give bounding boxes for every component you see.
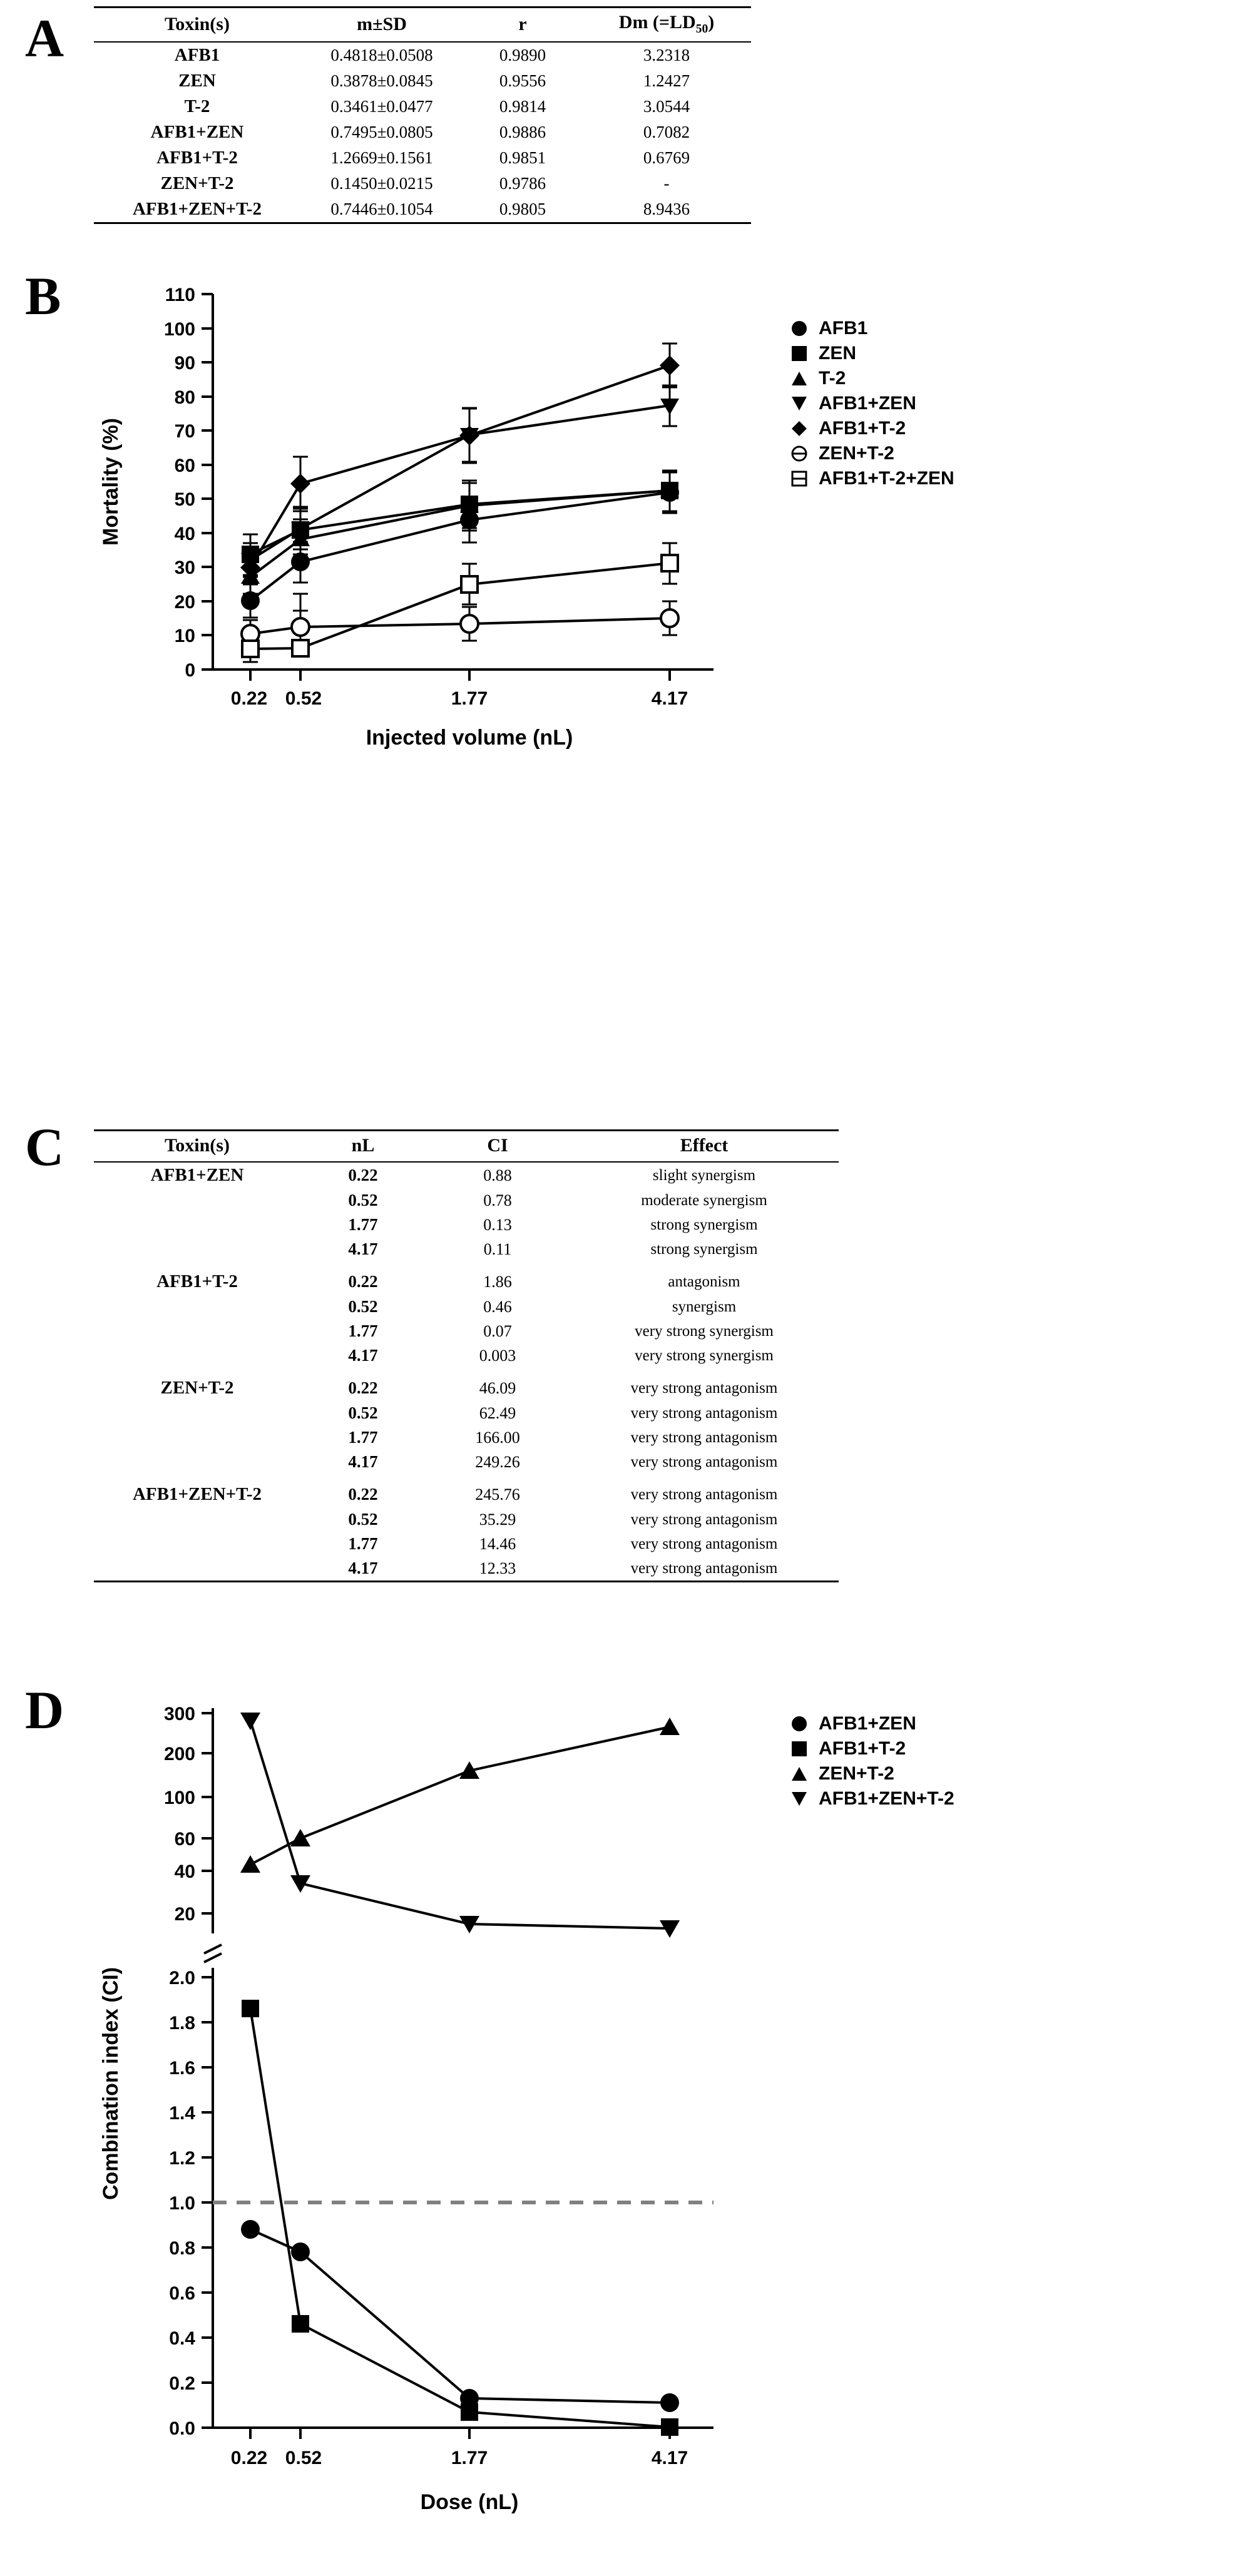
cell-nl: 4.17 bbox=[348, 1346, 378, 1365]
cell-r: 0.9805 bbox=[463, 196, 582, 223]
cell-toxin: AFB1 bbox=[174, 45, 220, 65]
series-markers-zen-t2 bbox=[240, 1718, 680, 1873]
svg-text:Mortality (%): Mortality (%) bbox=[99, 418, 123, 546]
cell-r: 0.9886 bbox=[499, 123, 546, 141]
svg-text:0.52: 0.52 bbox=[285, 2448, 322, 2468]
svg-text:110: 110 bbox=[165, 285, 195, 305]
series-line-afb1-zen bbox=[250, 2229, 670, 2403]
legend-label: AFB1+ZEN bbox=[819, 1713, 916, 1734]
table-row bbox=[94, 68, 751, 94]
cell-dm: 0.7082 bbox=[643, 123, 690, 141]
cell-r: 0.9814 bbox=[499, 97, 546, 116]
series-markers-afb1-t2 bbox=[242, 2000, 678, 2436]
cell-r: 0.9786 bbox=[499, 174, 546, 193]
cell-ci: 0.11 bbox=[483, 1240, 512, 1258]
legend-item bbox=[789, 441, 1177, 466]
table-row bbox=[94, 196, 751, 223]
svg-text:1.77: 1.77 bbox=[451, 2448, 488, 2468]
cell-ci: 62.49 bbox=[479, 1403, 516, 1422]
cell-nl: 1.77 bbox=[348, 1321, 378, 1340]
legend-item bbox=[789, 1711, 1177, 1736]
chart-panel-d bbox=[69, 1683, 745, 2547]
legend-item bbox=[789, 391, 1177, 416]
svg-text:0.8: 0.8 bbox=[169, 2238, 195, 2259]
svg-text:90: 90 bbox=[174, 353, 195, 374]
legend-item bbox=[789, 366, 1177, 391]
cell-nl: 4.17 bbox=[348, 1452, 378, 1471]
cell-ci: 245.76 bbox=[475, 1485, 520, 1504]
legend-item bbox=[789, 1736, 1177, 1761]
cell-toxin: AFB1+T-2 bbox=[156, 148, 238, 168]
table-row bbox=[94, 1319, 839, 1343]
legend-label: AFB1+T-2 bbox=[819, 418, 906, 439]
cell-effect: very strong antagonism bbox=[570, 1556, 839, 1582]
svg-text:20: 20 bbox=[174, 1904, 195, 1925]
cell-r: 0.9851 bbox=[499, 148, 546, 167]
table-panel-c bbox=[94, 1129, 839, 1582]
table-row bbox=[94, 1261, 839, 1295]
cell-msd: 0.1450±0.0215 bbox=[330, 174, 433, 193]
legend-panel-b bbox=[789, 316, 1177, 491]
legend-panel-d bbox=[789, 1711, 1177, 1811]
cell-effect: very strong antagonism bbox=[630, 1379, 778, 1397]
svg-text:1.2: 1.2 bbox=[169, 2148, 195, 2169]
filled-diamond-icon bbox=[789, 418, 810, 439]
cell-dm: 8.9436 bbox=[582, 196, 751, 223]
cell-nl: 0.22 bbox=[348, 1485, 378, 1504]
cell-effect: very strong antagonism bbox=[630, 1453, 778, 1470]
svg-text:1.77: 1.77 bbox=[451, 688, 488, 709]
cell-toxin: ZEN+T-2 bbox=[160, 1378, 234, 1398]
table-panel-a bbox=[94, 6, 751, 224]
svg-text:20: 20 bbox=[174, 592, 195, 613]
cell-toxin: T-2 bbox=[184, 96, 210, 116]
cell-nl: 4.17 bbox=[348, 1240, 378, 1258]
svg-text:40: 40 bbox=[174, 524, 195, 544]
cell-ci: 1.86 bbox=[483, 1272, 512, 1291]
svg-text:50: 50 bbox=[174, 489, 195, 510]
cell-ci: 46.09 bbox=[479, 1378, 516, 1397]
cell-toxin: ZEN+T-2 bbox=[160, 173, 234, 193]
cell-ci: 0.46 bbox=[483, 1297, 512, 1316]
table-row bbox=[94, 120, 751, 145]
svg-text:4.17: 4.17 bbox=[651, 688, 688, 709]
cell-nl: 0.22 bbox=[348, 1166, 378, 1184]
cell-ci: 0.88 bbox=[483, 1166, 512, 1184]
svg-text:40: 40 bbox=[174, 1861, 195, 1882]
filled-circle-icon bbox=[789, 318, 810, 339]
cell-ci: 0.78 bbox=[483, 1191, 512, 1209]
table-row bbox=[94, 1507, 839, 1532]
svg-text:1.0: 1.0 bbox=[169, 2193, 195, 2214]
legend-label: AFB1+T-2+ZEN bbox=[819, 468, 954, 489]
cell-nl: 0.52 bbox=[348, 1403, 378, 1422]
cell-nl: 4.17 bbox=[300, 1556, 426, 1582]
svg-text:0: 0 bbox=[185, 660, 195, 681]
cell-ci: 12.33 bbox=[426, 1556, 570, 1582]
cell-toxin: ZEN bbox=[178, 71, 216, 91]
table-row bbox=[94, 1532, 839, 1556]
table-row bbox=[94, 145, 751, 171]
series-line-afb1-zen-t2 bbox=[250, 1721, 670, 1928]
legend-item bbox=[789, 416, 1177, 441]
svg-text:2.0: 2.0 bbox=[169, 1968, 195, 1988]
svg-text:80: 80 bbox=[174, 387, 195, 408]
cell-nl: 0.52 bbox=[348, 1510, 378, 1529]
series-line-t2 bbox=[250, 491, 670, 577]
cell-nl: 0.22 bbox=[348, 1378, 378, 1397]
legend-label: AFB1+ZEN+T-2 bbox=[819, 1788, 954, 1809]
cell-effect: very strong antagonism bbox=[630, 1510, 778, 1528]
cell-toxin: AFB1+ZEN bbox=[150, 122, 244, 142]
cell-ci: 14.46 bbox=[479, 1534, 516, 1553]
cell-ci: 0.003 bbox=[479, 1346, 516, 1365]
cell-dm: 0.6769 bbox=[643, 148, 690, 167]
cell-effect: very strong antagonism bbox=[630, 1485, 778, 1503]
cell-toxin: AFB1+T-2 bbox=[156, 1271, 238, 1291]
cell-ci: 166.00 bbox=[475, 1428, 520, 1447]
table-c-header-ci: CI bbox=[426, 1131, 570, 1163]
cell-r: 0.9556 bbox=[499, 71, 546, 90]
table-row bbox=[94, 1401, 839, 1425]
svg-text:Injected volume (nL): Injected volume (nL) bbox=[366, 726, 573, 750]
cell-r: 0.9890 bbox=[499, 46, 546, 64]
panel-letter-c: C bbox=[25, 1117, 64, 1177]
table-row bbox=[94, 1188, 839, 1213]
cell-effect: strong synergism bbox=[650, 1240, 758, 1258]
cell-effect: moderate synergism bbox=[641, 1191, 767, 1209]
cell-effect: very strong antagonism bbox=[630, 1404, 778, 1422]
legend-item bbox=[789, 1761, 1177, 1786]
legend-label: ZEN bbox=[819, 343, 856, 364]
legend-label: AFB1+ZEN bbox=[819, 393, 916, 414]
legend-item bbox=[789, 316, 1177, 341]
cell-ci: 35.29 bbox=[479, 1510, 516, 1529]
table-row bbox=[94, 1343, 839, 1368]
cell-nl: 1.77 bbox=[348, 1428, 378, 1447]
cell-toxin: AFB1+ZEN+T-2 bbox=[132, 1484, 262, 1504]
svg-text:60: 60 bbox=[174, 456, 195, 476]
cell-msd: 1.2669±0.1561 bbox=[330, 148, 433, 167]
table-row bbox=[94, 1450, 839, 1474]
cell-toxin: AFB1+ZEN+T-2 bbox=[94, 196, 300, 223]
svg-text:0.2: 0.2 bbox=[169, 2373, 195, 2394]
cell-msd: 0.3461±0.0477 bbox=[330, 97, 433, 116]
svg-text:0.22: 0.22 bbox=[230, 2448, 268, 2468]
svg-text:0.52: 0.52 bbox=[285, 688, 322, 709]
cell-effect: very strong antagonism bbox=[630, 1535, 778, 1552]
svg-text:70: 70 bbox=[174, 421, 195, 442]
legend-label: ZEN+T-2 bbox=[819, 443, 894, 464]
svg-text:0.22: 0.22 bbox=[230, 688, 268, 709]
table-a-header-r: r bbox=[463, 8, 582, 43]
open-square-icon bbox=[789, 468, 810, 489]
svg-text:100: 100 bbox=[163, 1788, 195, 1808]
table-row bbox=[94, 1213, 839, 1237]
svg-text:0.0: 0.0 bbox=[169, 2418, 195, 2439]
cell-nl: 1.77 bbox=[348, 1534, 378, 1553]
cell-msd: 0.4818±0.0508 bbox=[330, 46, 433, 64]
series-line-afb1-t2 bbox=[250, 2008, 670, 2427]
cell-toxin: AFB1+ZEN bbox=[150, 1165, 244, 1185]
panel-letter-d: D bbox=[25, 1680, 64, 1740]
legend-label: T-2 bbox=[819, 368, 846, 389]
cell-effect: slight synergism bbox=[652, 1166, 756, 1184]
table-row bbox=[94, 1425, 839, 1450]
filled-square-icon bbox=[789, 343, 810, 364]
cell-dm: 3.2318 bbox=[643, 46, 690, 64]
svg-text:1.6: 1.6 bbox=[169, 2058, 195, 2079]
table-row bbox=[94, 1237, 839, 1261]
cell-effect: synergism bbox=[672, 1298, 737, 1315]
panel-letter-a: A bbox=[25, 8, 64, 68]
svg-text:100: 100 bbox=[163, 319, 195, 340]
cell-msd: 0.7495±0.0805 bbox=[330, 123, 433, 141]
table-row bbox=[94, 171, 751, 196]
svg-text:200: 200 bbox=[163, 1744, 195, 1764]
table-a-header-dm: Dm $(=LD_{50})$ bbox=[582, 8, 751, 43]
cell-dm: - bbox=[663, 174, 670, 193]
svg-text:0.6: 0.6 bbox=[169, 2283, 195, 2304]
cell-msd: 0.7446±0.1054 bbox=[300, 196, 463, 223]
filled-triangle-up-icon bbox=[789, 368, 810, 389]
cell-effect: very strong synergism bbox=[635, 1322, 774, 1340]
svg-text:60: 60 bbox=[174, 1829, 195, 1850]
svg-text:10: 10 bbox=[174, 626, 195, 646]
table-row bbox=[94, 1474, 839, 1507]
legend-label: ZEN+T-2 bbox=[819, 1763, 894, 1784]
filled-circle-icon bbox=[789, 1713, 810, 1734]
svg-text:300: 300 bbox=[163, 1704, 195, 1724]
cell-ci: 249.26 bbox=[475, 1452, 520, 1471]
table-row bbox=[94, 42, 751, 68]
table-c-header-toxin: Toxin(s) bbox=[94, 1131, 300, 1163]
filled-square-icon bbox=[789, 1738, 810, 1759]
legend-label: AFB1+T-2 bbox=[819, 1738, 906, 1759]
cell-effect: antagonism bbox=[668, 1273, 740, 1290]
legend-item bbox=[789, 1786, 1177, 1811]
table-row bbox=[94, 1368, 839, 1401]
table-row bbox=[94, 1295, 839, 1319]
table-row bbox=[94, 94, 751, 120]
legend-item bbox=[789, 341, 1177, 366]
filled-triangle-down-icon bbox=[789, 1788, 810, 1810]
table-row bbox=[94, 1556, 839, 1582]
legend-label: AFB1 bbox=[819, 318, 868, 339]
filled-triangle-down-icon bbox=[789, 393, 810, 414]
cell-ci: 0.13 bbox=[483, 1215, 512, 1234]
cell-nl: 0.52 bbox=[348, 1191, 378, 1209]
cell-ci: 0.07 bbox=[483, 1321, 512, 1340]
cell-nl: 1.77 bbox=[348, 1215, 378, 1234]
cell-nl: 0.22 bbox=[348, 1272, 378, 1291]
open-circle-icon bbox=[789, 443, 810, 464]
cell-msd: 0.3878±0.0845 bbox=[330, 71, 433, 90]
table-c-header-effect: Effect bbox=[570, 1131, 839, 1163]
svg-text:30: 30 bbox=[174, 557, 195, 578]
table-c-header-nl: nL bbox=[300, 1131, 426, 1163]
cell-nl: 0.52 bbox=[348, 1297, 378, 1316]
table-a-header-toxin: Toxin(s) bbox=[94, 8, 300, 43]
cell-dm: 3.0544 bbox=[643, 97, 690, 116]
legend-item bbox=[789, 466, 1177, 491]
svg-text:Combination index (CI): Combination index (CI) bbox=[99, 1967, 123, 2201]
cell-effect: very strong synergism bbox=[635, 1347, 774, 1364]
panel-letter-b: B bbox=[25, 266, 61, 326]
svg-text:0.4: 0.4 bbox=[169, 2328, 195, 2349]
table-a-header-msd: m±SD bbox=[300, 8, 463, 43]
cell-dm: 1.2427 bbox=[643, 71, 690, 90]
cell-effect: very strong antagonism bbox=[630, 1428, 778, 1446]
filled-triangle-up-icon bbox=[789, 1763, 810, 1784]
series-line-zen-t2 bbox=[250, 1727, 670, 1865]
chart-panel-b bbox=[69, 269, 745, 763]
series-markers-afb1-zen-t2 bbox=[240, 1713, 680, 1938]
svg-text:1.4: 1.4 bbox=[169, 2103, 195, 2124]
table-row bbox=[94, 1162, 839, 1188]
series-markers-zen-t2 bbox=[242, 609, 678, 643]
svg-text:1.8: 1.8 bbox=[169, 2013, 195, 2034]
svg-text:4.17: 4.17 bbox=[651, 2448, 688, 2468]
cell-effect: strong synergism bbox=[650, 1216, 758, 1233]
svg-text:Dose (nL): Dose (nL) bbox=[420, 2490, 519, 2514]
